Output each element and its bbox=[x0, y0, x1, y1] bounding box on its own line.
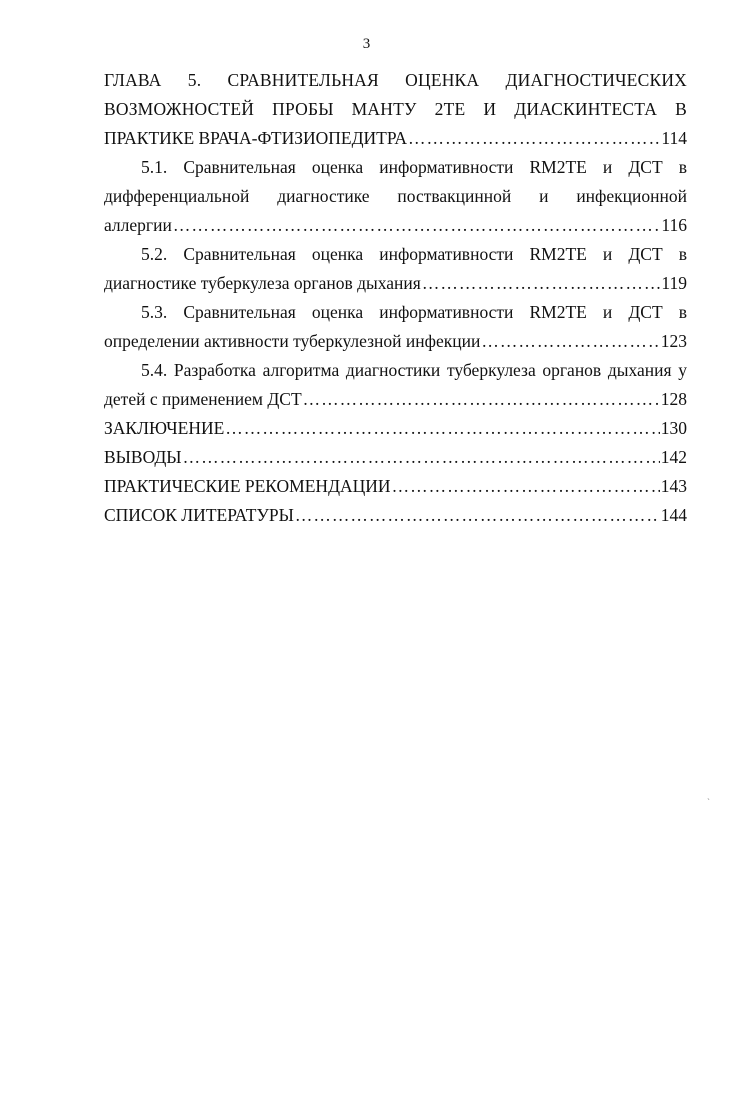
entry-page-number: 142 bbox=[660, 447, 687, 467]
dot-leader bbox=[173, 211, 661, 240]
section-title-text: детей с применением ДСТ bbox=[104, 389, 302, 409]
section-title-text: диагностике туберкулеза органов дыхания bbox=[104, 273, 421, 293]
dot-leader bbox=[303, 385, 660, 414]
toc-entry-findings[interactable] bbox=[104, 443, 687, 472]
chapter-title-text: ПРАКТИКЕ ВРАЧА-ФТИЗИОПЕДИТРА bbox=[104, 128, 407, 148]
entry-title: ЗАКЛЮЧЕНИЕ bbox=[104, 418, 225, 438]
section-page-number: 128 bbox=[660, 389, 687, 409]
toc-section-5-1[interactable] bbox=[104, 153, 687, 240]
section-title-line: дифференциальной диагностике поствакцинной и инфекционной bbox=[104, 186, 687, 206]
section-title-last-line bbox=[104, 385, 687, 414]
section-title-text: аллергии bbox=[104, 215, 172, 235]
toc-chapter-5[interactable] bbox=[104, 66, 687, 153]
section-title-last-line bbox=[104, 211, 687, 240]
toc-entry-recommendations[interactable] bbox=[104, 472, 687, 501]
scan-speck: ˏ bbox=[707, 790, 710, 800]
section-page-number: 116 bbox=[661, 215, 687, 235]
section-title-text: определении активности туберкулезной инфекции bbox=[104, 331, 481, 351]
toc-section-5-3[interactable] bbox=[104, 298, 687, 356]
section-title-last-line bbox=[104, 269, 687, 298]
dot-leader bbox=[481, 327, 659, 356]
chapter-title-line: ВОЗМОЖНОСТЕЙ ПРОБЫ МАНТУ 2ТЕ И ДИАСКИНТЕСТА В bbox=[104, 99, 687, 119]
dot-leader bbox=[183, 443, 660, 472]
section-title-line: 5.1. Сравнительная оценка информативности RM2TE и ДСТ в bbox=[141, 157, 687, 177]
entry-page-number: 130 bbox=[660, 418, 687, 438]
dot-leader bbox=[295, 501, 660, 530]
chapter-page-number: 114 bbox=[661, 128, 687, 148]
chapter-title-line: ГЛАВА 5. СРАВНИТЕЛЬНАЯ ОЦЕНКА ДИАГНОСТИЧЕСКИХ bbox=[104, 70, 687, 90]
toc-section-5-4[interactable] bbox=[104, 356, 687, 414]
dot-leader bbox=[392, 472, 660, 501]
table-of-contents bbox=[104, 66, 687, 530]
page-number: 3 bbox=[362, 36, 371, 52]
entry-title: ПРАКТИЧЕСКИЕ РЕКОМЕНДАЦИИ bbox=[104, 476, 391, 496]
entry-page-number: 143 bbox=[660, 476, 687, 496]
section-title-line: 5.2. Сравнительная оценка информативности RM2TE и ДСТ в bbox=[141, 244, 687, 264]
entry-title: ВЫВОДЫ bbox=[104, 447, 182, 467]
section-title-line: 5.3. Сравнительная оценка информативности RM2TE и ДСТ в bbox=[141, 302, 687, 322]
section-page-number: 119 bbox=[661, 273, 687, 293]
chapter-title-last-line bbox=[104, 124, 687, 153]
toc-entry-references[interactable] bbox=[104, 501, 687, 530]
dot-leader bbox=[408, 124, 660, 153]
toc-section-5-2[interactable] bbox=[104, 240, 687, 298]
entry-title: СПИСОК ЛИТЕРАТУРЫ bbox=[104, 505, 294, 525]
section-title-line: 5.4. Разработка алгоритма диагностики туберкулеза органов дыхания у bbox=[141, 360, 687, 380]
dot-leader bbox=[422, 269, 661, 298]
section-title-last-line bbox=[104, 327, 687, 356]
dot-leader bbox=[225, 414, 659, 443]
entry-page-number: 144 bbox=[660, 505, 687, 525]
toc-entry-conclusion[interactable] bbox=[104, 414, 687, 443]
section-page-number: 123 bbox=[660, 331, 687, 351]
